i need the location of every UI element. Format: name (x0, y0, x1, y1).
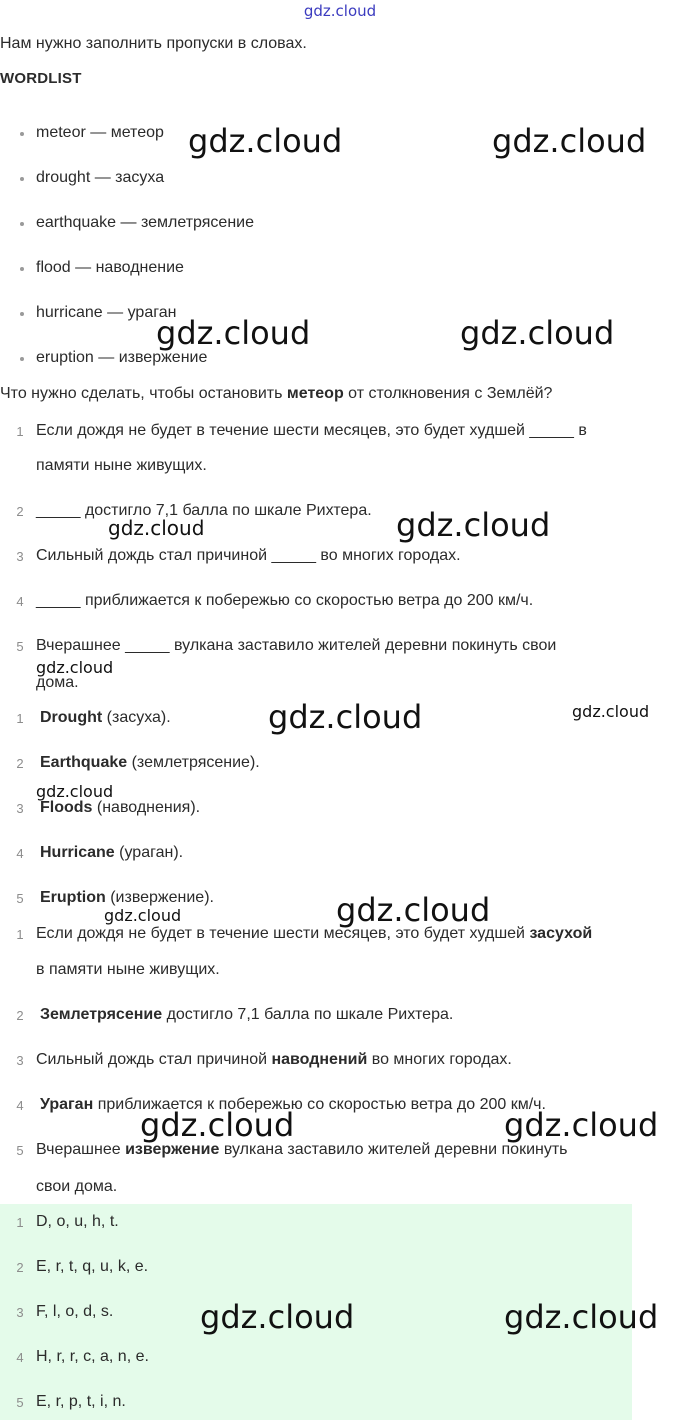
item-number: 4 (16, 846, 24, 861)
site-logo[interactable]: gdz.cloud (303, 2, 377, 20)
translation-sentence: Землетрясение достигло 7,1 балла по шкале Рихтера. (40, 1006, 454, 1023)
wordlist-item: hurricane — ураган (36, 304, 177, 321)
item-number: 3 (16, 801, 24, 816)
item-number: 3 (16, 549, 24, 564)
letters-item: F, l, o, d, s. (36, 1303, 114, 1320)
wordlist-item: drought — засуха (36, 169, 165, 186)
wordlist-item: earthquake — землетрясение (36, 214, 254, 231)
answer-item: Floods (наводнения). (40, 799, 201, 816)
wordlist-item: eruption — извержение (36, 349, 208, 366)
watermark: gdz.cloud (336, 891, 491, 929)
translation-sentence: Ураган приближается к побережью со скоростью ветра до 200 км/ч. (40, 1096, 546, 1113)
letters-item: H, r, r, c, a, n, e. (36, 1348, 149, 1365)
item-number: 1 (16, 1215, 24, 1230)
answer-item: Earthquake (землетрясение). (40, 754, 260, 771)
item-number: 3 (16, 1053, 24, 1068)
task-sentence-continued: дома. (36, 674, 79, 691)
watermark: gdz.cloud (492, 122, 647, 160)
item-number: 1 (16, 927, 24, 942)
watermark: gdz.cloud (504, 1298, 659, 1336)
watermark: gdz.cloud (504, 1106, 659, 1144)
item-number: 1 (16, 711, 24, 726)
bullet-icon (20, 177, 24, 181)
watermark: gdz.cloud (104, 906, 182, 925)
letters-item: E, r, p, t, i, n. (36, 1393, 126, 1410)
watermark: gdz.cloud (36, 782, 114, 801)
task-sentence: Если дождя не будет в течение шести месяцев, это будет худшей _____ в (36, 422, 587, 439)
item-number: 1 (16, 424, 24, 439)
watermark: gdz.cloud (156, 314, 311, 352)
task-sentence: _____ приближается к побережью со скоростью ветра до 200 км/ч. (36, 592, 534, 609)
bullet-icon (20, 312, 24, 316)
translation-sentence: Сильный дождь стал причиной наводнений во многих городах. (36, 1051, 512, 1068)
watermark: gdz.cloud (140, 1106, 295, 1144)
item-number: 4 (16, 1098, 24, 1113)
watermark: gdz.cloud (108, 516, 205, 540)
intro-text: Нам нужно заполнить пропуски в словах. (0, 35, 307, 52)
item-number: 5 (16, 639, 24, 654)
item-number: 5 (16, 891, 24, 906)
letters-item: D, o, u, h, t. (36, 1213, 119, 1230)
item-number: 5 (16, 1395, 24, 1410)
watermark: gdz.cloud (200, 1298, 355, 1336)
answer-item: Hurricane (ураган). (40, 844, 184, 861)
item-number: 2 (16, 1008, 24, 1023)
item-number: 2 (16, 504, 24, 519)
question-text: Что нужно сделать, чтобы остановить метеор от столкновения с Землёй? (0, 385, 553, 402)
wordlist-item: flood — наводнение (36, 259, 184, 276)
translation-sentence: Вчерашнее извержение вулкана заставило жителей деревни покинуть (36, 1141, 568, 1158)
wordlist-item: meteor — метеор (36, 124, 164, 141)
answer-item: Drought (засуха). (40, 709, 171, 726)
bullet-icon (20, 267, 24, 271)
wordlist-title: WORDLIST (0, 70, 82, 87)
answer-item: Eruption (извержение). (40, 889, 214, 906)
item-number: 3 (16, 1305, 24, 1320)
watermark: gdz.cloud (460, 314, 615, 352)
item-number: 4 (16, 1350, 24, 1365)
translation-sentence: Если дождя не будет в течение шести месяцев, это будет худшей засухой (36, 925, 593, 942)
task-sentence: _____ достигло 7,1 балла по шкале Рихтера. (36, 502, 372, 519)
item-number: 2 (16, 1260, 24, 1275)
bullet-icon (20, 132, 24, 136)
translation-sentence-continued: в памяти ныне живущих. (36, 961, 220, 978)
item-number: 2 (16, 756, 24, 771)
item-number: 4 (16, 594, 24, 609)
letters-item: E, r, t, q, u, k, e. (36, 1258, 149, 1275)
task-sentence: Вчерашнее _____ вулкана заставило жителей деревни покинуть свои (36, 637, 557, 654)
watermark: gdz.cloud (268, 698, 423, 736)
task-sentence: Сильный дождь стал причиной _____ во многих городах. (36, 547, 461, 564)
item-number: 5 (16, 1143, 24, 1158)
bullet-icon (20, 357, 24, 361)
translation-sentence-continued: свои дома. (36, 1178, 118, 1195)
bullet-icon (20, 222, 24, 226)
watermark: gdz.cloud (572, 702, 650, 721)
watermark: gdz.cloud (188, 122, 343, 160)
task-sentence-continued: памяти ныне живущих. (36, 457, 207, 474)
watermark: gdz.cloud (396, 506, 551, 544)
watermark: gdz.cloud (36, 658, 114, 677)
